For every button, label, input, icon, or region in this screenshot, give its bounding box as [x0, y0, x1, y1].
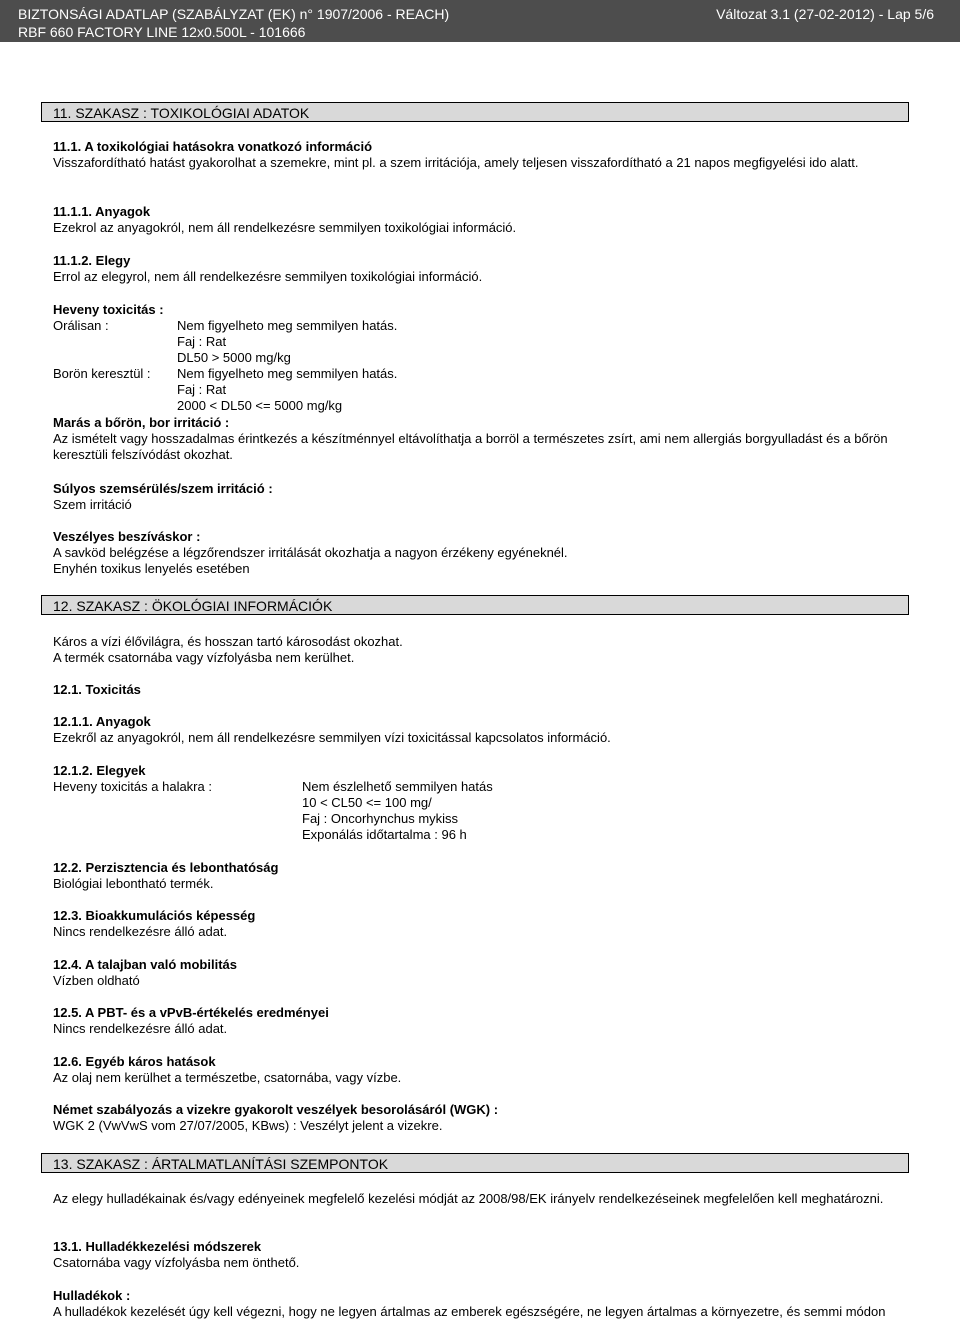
heading-12-1-1: 12.1.1. Anyagok — [53, 714, 151, 729]
skin-irritation-heading: Marás a bőrön, bor irritáció : — [53, 415, 230, 430]
paragraph-11-1-2: Errol az elegyrol, nem áll rendelkezésre semmilyen toxikológiai információ. — [53, 269, 483, 284]
dermal-label: Borön keresztül : — [53, 366, 151, 381]
heading-12-2: 12.2. Perzisztencia és lebonthatóság — [53, 860, 279, 875]
section-13-heading: 13. SZAKASZ : ÁRTALMATLANÍTÁSI SZEMPONTOK — [41, 1153, 909, 1173]
fish-lc50: 10 < CL50 <= 100 mg/ — [302, 795, 432, 810]
paragraph-13-1: Csatornába vagy vízfolyásba nem önthető. — [53, 1255, 300, 1270]
waste-text: A hulladékok kezelését úgy kell végezni, hogy ne legyen ártalmas az emberek egészségére, ne legyen ártalmas a környezetre, és semmi módon — [53, 1304, 886, 1319]
dermal-ld50: 2000 < DL50 <= 5000 mg/kg — [177, 398, 343, 413]
eye-irritation-text: Szem irritáció — [53, 497, 132, 512]
eye-irritation-heading: Súlyos szemsérülés/szem irritáció : — [53, 481, 273, 496]
skin-irritation-text: Az ismételt vagy hosszadalmas érintkezés a készítménnyel eltávolíthatja a borröl a természetes zsírt, ami nem allergiás borgyulladást és a bőrön keresztüli felszívódást okozhat. — [53, 431, 888, 462]
heading-11-1-2: 11.1.2. Elegy — [53, 253, 131, 268]
oral-species: Faj : Rat — [177, 334, 227, 349]
paragraph-12-5: Nincs rendelkezésre álló adat. — [53, 1021, 228, 1036]
heading-12-6: 12.6. Egyéb káros hatások — [53, 1054, 216, 1069]
aspiration-text-1: A savköd belégzése a légzőrendszer irritálását okozhatja a nagyon érzékeny egyéneknél. — [53, 545, 568, 560]
heading-11-1-1: 11.1.1. Anyagok — [53, 204, 151, 219]
page-header — [0, 0, 960, 42]
acute-toxicity-heading: Heveny toxicitás : — [53, 302, 164, 317]
paragraph-12-3: Nincs rendelkezésre álló adat. — [53, 924, 228, 939]
paragraph-12-1-1: Ezekről az anyagokról, nem áll rendelkezésre semmilyen vízi toxicitással kapcsolatos információ. — [53, 730, 611, 745]
dermal-effect: Nem figyelheto meg semmilyen hatás. — [177, 366, 398, 381]
fish-species: Faj : Oncorhynchus mykiss — [302, 811, 459, 826]
heading-12-5: 12.5. A PBT- és a vPvB-értékelés eredményei — [53, 1005, 329, 1020]
paragraph-12-4: Vízben oldható — [53, 973, 140, 988]
oral-label: Orálisan : — [53, 318, 109, 333]
paragraph-12-2: Biológiai lebontható termék. — [53, 876, 214, 891]
waste-heading: Hulladékok : — [53, 1288, 131, 1303]
wgk-heading: Német szabályozás a vizekre gyakorolt veszélyek besorolásáról (WGK) : — [53, 1102, 499, 1117]
paragraph-12-6: Az olaj nem kerülhet a természetbe, csatornába, vagy vízbe. — [53, 1070, 402, 1085]
heading-11-1: 11.1. A toxikológiai hatásokra vonatkozó információ — [53, 139, 373, 154]
fish-exposure: Exponálás időtartalma : 96 h — [302, 827, 467, 842]
heading-12-3: 12.3. Bioakkumulációs képesség — [53, 908, 256, 923]
disposal-text: Az elegy hulladékainak és/vagy edényeinek megfelelő kezelési módját az 2008/98/EK irányelv rendelkezéseinek megfelelően kell meghatározni. — [53, 1191, 884, 1206]
product-name: RBF 660 FACTORY LINE 12x0.500L - 101666 — [18, 24, 306, 40]
oral-ld50: DL50 > 5000 mg/kg — [177, 350, 291, 365]
version-page-info: Változat 3.1 (27-02-2012) - Lap 5/6 — [716, 6, 934, 22]
heading-12-1-2: 12.1.2. Elegyek — [53, 763, 146, 778]
paragraph-11-1-1: Ezekrol az anyagokról, nem áll rendelkezésre semmilyen toxikológiai információ. — [53, 220, 517, 235]
heading-12-1: 12.1. Toxicitás — [53, 682, 141, 697]
fish-toxicity-label: Heveny toxicitás a halakra : — [53, 779, 212, 794]
fish-effect: Nem észlelhető semmilyen hatás — [302, 779, 493, 794]
section-12-heading: 12. SZAKASZ : ÖKOLÓGIAI INFORMÁCIÓK — [41, 595, 909, 615]
heading-12-4: 12.4. A talajban való mobilitás — [53, 957, 237, 972]
aspiration-text-2: Enyhén toxikus lenyelés esetében — [53, 561, 250, 576]
wgk-text: WGK 2 (VwVwS vom 27/07/2005, KBws) : Veszélyt jelent a vizekre. — [53, 1118, 443, 1133]
section-11-heading: 11. SZAKASZ : TOXIKOLÓGIAI ADATOK — [41, 102, 909, 122]
document-title: BIZTONSÁGI ADATLAP (SZABÁLYZAT (EK) n° 1907/2006 - REACH) — [18, 6, 450, 22]
eco-text-1: Káros a vízi élővilágra, és hosszan tartó károsodást okozhat. — [53, 634, 403, 649]
paragraph-11-1: Visszafordítható hatást gyakorolhat a szemekre, mint pl. a szem irritációja, amely teljesen visszafordítható a 21 napos megfigyelési ido alatt. — [53, 155, 859, 170]
oral-effect: Nem figyelheto meg semmilyen hatás. — [177, 318, 398, 333]
eco-text-2: A termék csatornába vagy vízfolyásba nem kerülhet. — [53, 650, 355, 665]
aspiration-heading: Veszélyes beszíváskor : — [53, 529, 201, 544]
dermal-species: Faj : Rat — [177, 382, 227, 397]
heading-13-1: 13.1. Hulladékkezelési módszerek — [53, 1239, 262, 1254]
